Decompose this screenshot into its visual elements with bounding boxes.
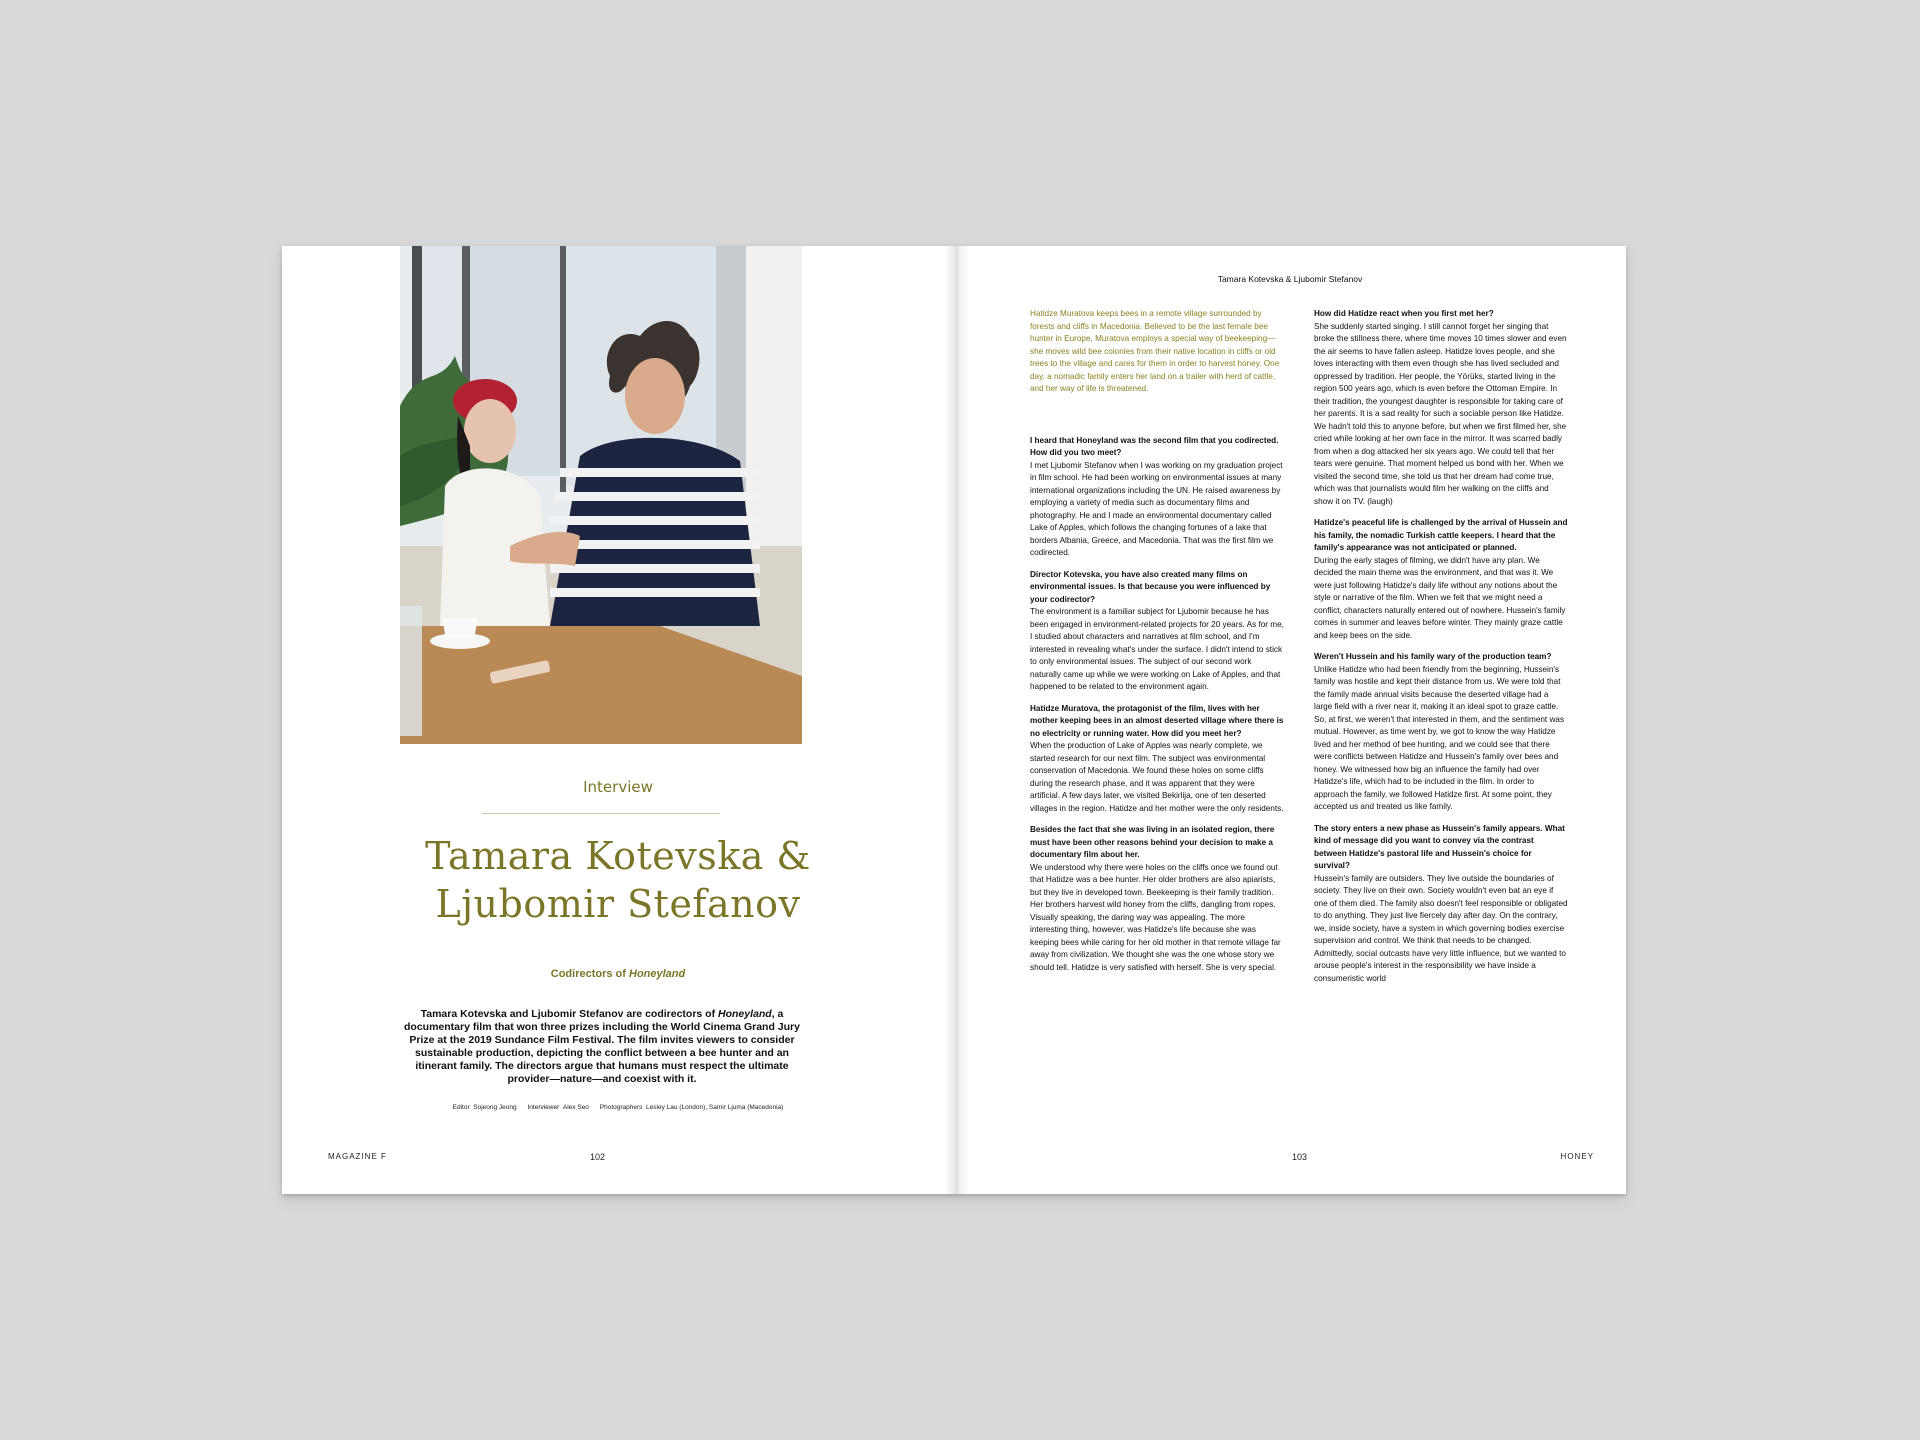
right-page	[954, 246, 1626, 1194]
magazine-spread	[282, 246, 1626, 1194]
answer: Unlike Hatidze who had been friendly from the beginning, Hussein's family was hostile and kept their distance from us. We were told that the family made annual visits because the deserted village had a large field with a river near it, making it an ideal spot to graze cattle. So, at first, we weren't that interested in them, and the sentiment was mutual. However, as time went by, we got to know the way Hatidze lived and her method of bee hunting, and we could see that there were conflicts between Hatidze and Hussein's family over bees and honey. We witnessed how big an influence the family had over Hatidze's life, which had to be included in the film. In order to approach the family, we followed Hatidze first. At some point, they accepted us and treated us like family.	[1314, 664, 1565, 811]
directors-photo	[400, 246, 802, 744]
col1-qa	[1030, 435, 1284, 975]
answer: Hussein's family are outsiders. They live outside the boundaries of society. They live on their own. Society wouldn't even bat an eye if one of them died. The family also doesn't feel responsible or obligated to do anything. They just live fiercely day after day. On the contrary, we, inside society, have a system in which governing bodies exercise supervision and control. We think that needs to be changed. Admittedly, social outcasts have very little influence, but we wanted to arouse people's interest in the responsibility we have inside a consumeristic world	[1314, 873, 1568, 983]
title-line-2: Ljubomir Stefanov	[435, 882, 801, 926]
intro-part-a: Tamara Kotevska and Ljubomir Stefanov are codirectors of	[420, 1008, 718, 1020]
column-2	[1314, 308, 1568, 994]
answer: The environment is a familiar subject for Ljubomir because he has been engaged in environment-related projects for 20 years. As for me, I studied about characters and narratives at film school, and I'm interested in revealing what's under the surface. I didn't intend to stick to only environmental issues. The subject of our second work naturally came up while we were working on Lake of Apples, and that happened to be related to the environment again.	[1030, 607, 1284, 691]
question: How did Hatidze react when you first met her?	[1314, 309, 1494, 318]
question: Director Kotevska, you have also created many films on environmental issues. Is that because you were influenced by your codirector?	[1030, 569, 1271, 604]
question: Weren't Hussein and his family wary of the production team?	[1314, 652, 1552, 661]
footer-brand-left: MAGAZINE F	[328, 1152, 387, 1161]
qa-item	[1030, 824, 1284, 974]
question: Hatidze's peaceful life is challenged by the arrival of Hussein and his family, the nomadic Turkish cattle keepers. I heard that the family's appearance was not anticipated or planned.	[1314, 518, 1568, 552]
answer: I met Ljubomir Stefanov when I was working on my graduation project in film school. He had been working on environmental issues at many international organizations including the UN. He raised awareness by employing a variety of media such as documentary films and photography. He and I made an environmental documentary called Lake of Apples, which follows the changing fortunes of a lake that borders Albania, Greece, and Macedonia. That was the first film we codirected.	[1030, 460, 1283, 557]
question: Hatidze Muratova, the protagonist of the film, lives with her mother keeping bees in an almost deserted village where there is no electricity or running water. How did you meet her?	[1030, 703, 1284, 738]
qa-item	[1030, 703, 1284, 816]
left-page	[282, 246, 954, 1194]
qa-item	[1314, 651, 1568, 814]
credit-interviewer: Interviewer Alex Seo	[527, 1104, 589, 1111]
subtitle-film: Honeyland	[629, 968, 686, 980]
kicker-divider	[482, 813, 720, 814]
credit-photographers: Photographers Lesley Lau (London), Samir Ljuma (Macedonia)	[599, 1104, 784, 1111]
question: Besides the fact that she was living in an isolated region, there must have been other reasons behind your decision to make a documentary film about her.	[1030, 825, 1275, 859]
qa-item	[1314, 308, 1568, 508]
answer: She suddenly started singing. I still cannot forget her singing that broke the stillness there, where time moves 10 times slower and even the air seems to have fallen asleep. Hatidze loves people, and she loves interacting with them even though she has lived secluded and oppressed by tradition. Her people, the Yörüks, started living in the region 500 years ago, which is even before the Ottoman Empire. In their tradition, the youngest daughter is responsible for taking care of her parents. It is a sad reality for such a sociable person like Hatidze. We hadn't told this to anyone before, but when we first filmed her, she cried while looking at her own face in the mirror. It was scarred badly from when a dog attacked her six years ago. We could tell that her tears were genuine. That moment helped us bond with her. When we visited the second time, she told us that her dream had come true, which was that journalists would film her walking on the cliffs and show it on TV. (laugh)	[1314, 321, 1567, 506]
article-subtitle	[282, 968, 954, 980]
article-intro	[402, 1008, 802, 1086]
page-number-right: 103	[1292, 1152, 1308, 1162]
question: The story enters a new phase as Hussein's family appears. What kind of message did you want to convey via the contrast between Hatidze's pastoral life and Hussein's choice for survival?	[1314, 823, 1565, 870]
credit-editor: Editor Sojeong Jeong	[452, 1104, 517, 1111]
intro-part-b: , a documentary film that won three prizes including the World Cinema Grand Jury Prize at the 2019 Sundance Film Festival. The film invites viewers to consider sustainable production, depicting the conflict between a bee hunter and an itinerant family. The directors argue that humans must respect the ultimate provider—nature—and coexist with it.	[404, 1008, 800, 1085]
lead-paragraph: Hatidze Muratova keeps bees in a remote village surrounded by forests and cliffs in Macedonia. Believed to be the last female bee hunter in Europe, Muratova employs a special way of beekeeping—she moves wild bee colonies from their native location in cliffs or old trees to the village and cares for them in order to harvest honey. One day, a nomadic family enters her land on a trailer with herd of cattle, and her way of life is threatened.	[1030, 309, 1280, 393]
qa-item	[1030, 569, 1284, 694]
spine-shadow	[945, 246, 969, 1194]
article-title	[282, 832, 954, 928]
subtitle-prefix: Codirectors of	[550, 968, 629, 980]
answer: We understood why there were holes on the cliffs once we found out that Hatidze was a bee hunter. Her older brothers are also apiarists, but they live in developed town. Beekeeping is their family tradition. Her brothers harvest wild honey from the cliffs, dangling from ropes. Visually speaking, the daring way was appealing. The more interesting thing, however, was Hatidze's life because she was keeping bees while caring for her old mother in that remote village far away from civilization. We thought she was the one whose story we should tell. Hatidze is very satisfied with herself. She is very special.	[1030, 862, 1281, 972]
answer: When the production of Lake of Apples was nearly complete, we started research for our next film. The subject was environmental conservation of Macedonia. We found these holes on some cliffs during the research phase, and it was apparent that they were artificial. A few days later, we visited Bekirlija, one of ten deserted villages in the region. Hatidze and her mother were the only residents.	[1030, 741, 1284, 813]
article-kicker: Interview	[583, 778, 653, 796]
question: I heard that Honeyland was the second film that you codirected. How did you two meet?	[1030, 435, 1279, 457]
column-1	[1030, 308, 1284, 983]
photo-illustration	[400, 246, 802, 744]
title-line-1: Tamara Kotevska &	[425, 834, 811, 878]
running-head: Tamara Kotevska & Ljubomir Stefanov	[1217, 274, 1363, 284]
qa-item	[1314, 517, 1568, 642]
page-number-left: 102	[590, 1152, 606, 1162]
footer-brand-right: HONEY	[1560, 1152, 1594, 1161]
col2-qa	[1314, 308, 1568, 985]
intro-film: Honeyland	[718, 1008, 772, 1020]
answer: During the early stages of filming, we didn't have any plan. We decided the main theme was the environment, and that was it. We were just following Hatidze's daily life without any notions about the style or narrative of the film. When we felt that we might need a conflict, characters naturally entered out of nowhere. Hussein's family comes in summer and leaves before winter. They mainly graze cattle and keep bees on the side.	[1314, 555, 1566, 640]
qa-item	[1314, 823, 1568, 986]
article-credits	[282, 1104, 954, 1111]
qa-item	[1030, 435, 1284, 560]
